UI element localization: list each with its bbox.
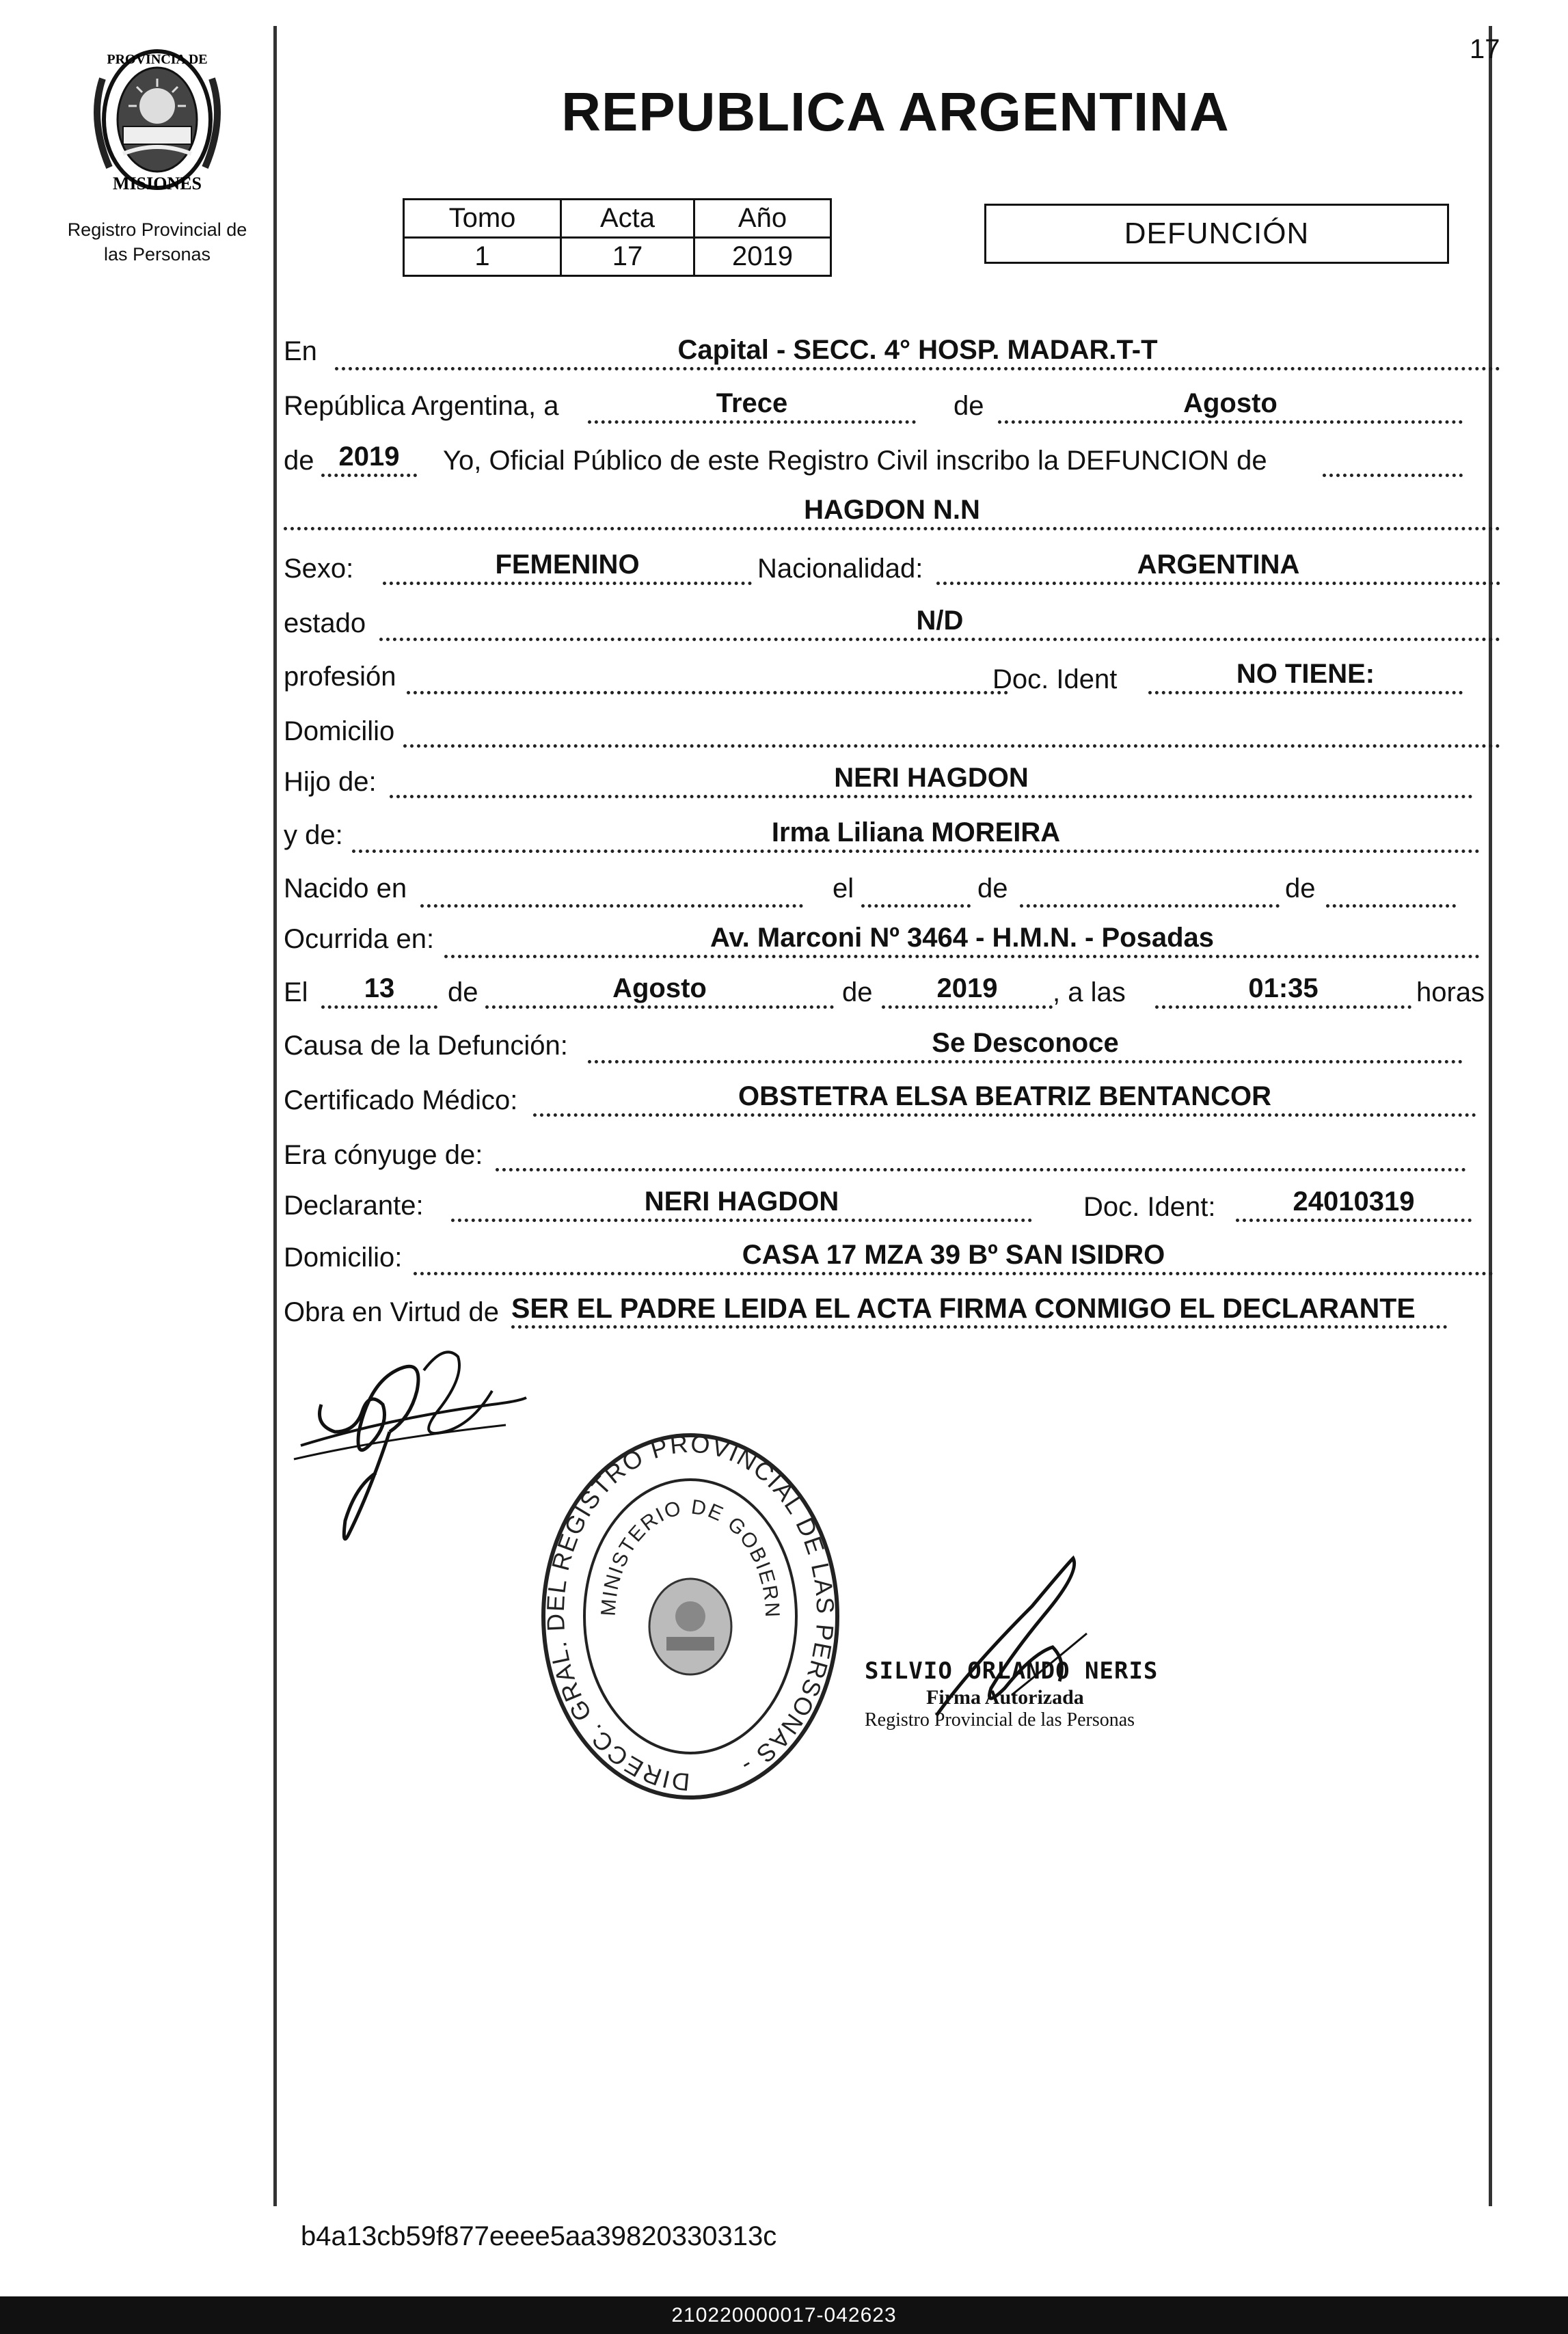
label-el-cap: El — [284, 977, 308, 1007]
field-mes-inscripcion: Agosto — [998, 387, 1463, 424]
label-hijo-de: Hijo de: — [284, 767, 377, 797]
field-causa: Se Desconoce — [588, 1027, 1463, 1063]
page-number: 17 — [1470, 34, 1500, 64]
field-nacido-anio — [1326, 871, 1456, 908]
field-fallecido-inicio — [1323, 440, 1463, 477]
field-domicilio — [403, 711, 1500, 748]
signatory-role: Firma Autorizada — [926, 1686, 1084, 1709]
label-nacido-en: Nacido en — [284, 873, 407, 904]
declarant-signature — [287, 1329, 547, 1562]
label-de-4: de — [1285, 873, 1316, 904]
field-dia-defuncion: 13 — [321, 972, 437, 1009]
field-conyuge — [496, 1135, 1466, 1171]
field-hora: 01:35 — [1155, 972, 1411, 1009]
field-declarante: NERI HAGDON — [451, 1185, 1032, 1222]
footer-code-bar: 210220000017-042623 — [0, 2296, 1568, 2334]
province-crest-logo — [82, 38, 232, 202]
label-conyuge: Era cónyuge de: — [284, 1140, 483, 1170]
label-horas: horas — [1416, 977, 1485, 1007]
signatory-org: Registro Provincial de las Personas — [865, 1709, 1135, 1731]
label-estado: estado — [284, 608, 366, 638]
field-nacido-en — [420, 871, 803, 908]
official-seal — [533, 1432, 848, 1808]
acta-header-acta: Acta — [561, 200, 694, 238]
acta-value-anio: 2019 — [694, 238, 831, 276]
signatory-block — [865, 1657, 1206, 1731]
field-sexo: FEMENINO — [383, 548, 752, 585]
label-domicilio: Domicilio — [284, 716, 395, 746]
label-certificado: Certificado Médico: — [284, 1085, 518, 1115]
label-domicilio-declarante: Domicilio: — [284, 1243, 403, 1273]
field-profesion — [407, 657, 1008, 694]
field-ocurrida-en: Av. Marconi Nº 3464 - H.M.N. - Posadas — [444, 921, 1480, 958]
label-de-6: de — [842, 977, 873, 1007]
signatory-name: SILVIO ORLANDO NERIS — [865, 1657, 1159, 1685]
svg-text:MINISTERIO DE GOBIERNO: MINISTERIO DE GOBIERN — [597, 1495, 784, 1619]
field-nacido-el — [861, 871, 971, 908]
label-de-2: de — [284, 446, 314, 476]
field-fallecido: HAGDON N.N — [284, 493, 1500, 530]
label-republica: República Argentina, a — [284, 391, 559, 421]
field-nacionalidad: ARGENTINA — [936, 548, 1500, 585]
field-anio-inscripcion: 2019 — [321, 440, 417, 477]
field-doc-ident: NO TIENE: — [1148, 657, 1463, 694]
label-en: En — [284, 336, 317, 366]
field-hijo-de: NERI HAGDON — [390, 761, 1473, 798]
label-ocurrida-en: Ocurrida en: — [284, 924, 435, 954]
label-de-3: de — [977, 873, 1008, 904]
field-anio-defuncion: 2019 — [882, 972, 1053, 1009]
field-certificado: OBSTETRA ELSA BEATRIZ BENTANCOR — [533, 1080, 1476, 1117]
label-profesion: profesión — [284, 662, 396, 692]
label-de-5: de — [448, 977, 478, 1007]
field-obra-en-virtud: SER EL PADRE LEIDA EL ACTA FIRMA CONMIGO EL DECLARANTE — [511, 1292, 1448, 1329]
field-domicilio-declarante: CASA 17 MZA 39 Bº SAN ISIDRO — [414, 1238, 1493, 1275]
label-sexo: Sexo: — [284, 554, 354, 584]
label-obra-en-virtud: Obra en Virtud de — [284, 1297, 500, 1327]
field-lugar: Capital - SECC. 4° HOSP. MADAR.T-T — [335, 334, 1500, 370]
field-nacido-mes — [1020, 871, 1280, 908]
label-de-1: de — [954, 391, 984, 421]
label-causa: Causa de la Defunción: — [284, 1031, 568, 1061]
svg-text:PROVINCIA DE: PROVINCIA DE — [107, 52, 208, 67]
acta-value-tomo: 1 — [404, 238, 561, 276]
acta-header-tomo: Tomo — [404, 200, 561, 238]
svg-text:DIRECC. GRAL. DEL REGISTRO PRO: DIRECC. GRAL. DEL REGISTRO PROVINCIAL DE LAS PERSONAS - — [541, 1432, 840, 1797]
acta-header-anio: Año — [694, 200, 831, 238]
page-title: REPUBLICA ARGENTINA — [561, 81, 1230, 142]
acta-table-value-row — [404, 238, 831, 276]
acta-table-header-row — [404, 200, 831, 238]
field-estado: N/D — [379, 604, 1500, 641]
acta-value-acta: 17 — [561, 238, 694, 276]
left-margin-line — [273, 26, 277, 2206]
label-yo-oficial: Yo, Oficial Público de este Registro Civil inscribo la DEFUNCION de — [443, 446, 1267, 476]
label-declarante: Declarante: — [284, 1191, 424, 1221]
registry-name: Registro Provincial de las Personas — [67, 219, 247, 264]
field-mes-defuncion: Agosto — [485, 972, 834, 1009]
acta-table — [403, 198, 832, 277]
label-a-las: , a las — [1053, 977, 1126, 1007]
document-type-box: DEFUNCIÓN — [984, 204, 1449, 264]
field-doc-declarante: 24010319 — [1236, 1185, 1472, 1222]
document-hash: b4a13cb59f877eeee5aa39820330313c — [301, 2221, 777, 2251]
field-dia-letras: Trece — [588, 387, 916, 424]
field-y-de: Irma Liliana MOREIRA — [352, 816, 1480, 853]
label-doc-ident-declarante: Doc. Ident: — [1083, 1192, 1216, 1222]
label-el: el — [833, 873, 854, 904]
svg-text:MISIONES: MISIONES — [112, 174, 202, 193]
label-doc-ident: Doc. Ident — [992, 664, 1118, 694]
label-nacionalidad: Nacionalidad: — [757, 554, 923, 584]
label-y-de: y de: — [284, 820, 343, 850]
